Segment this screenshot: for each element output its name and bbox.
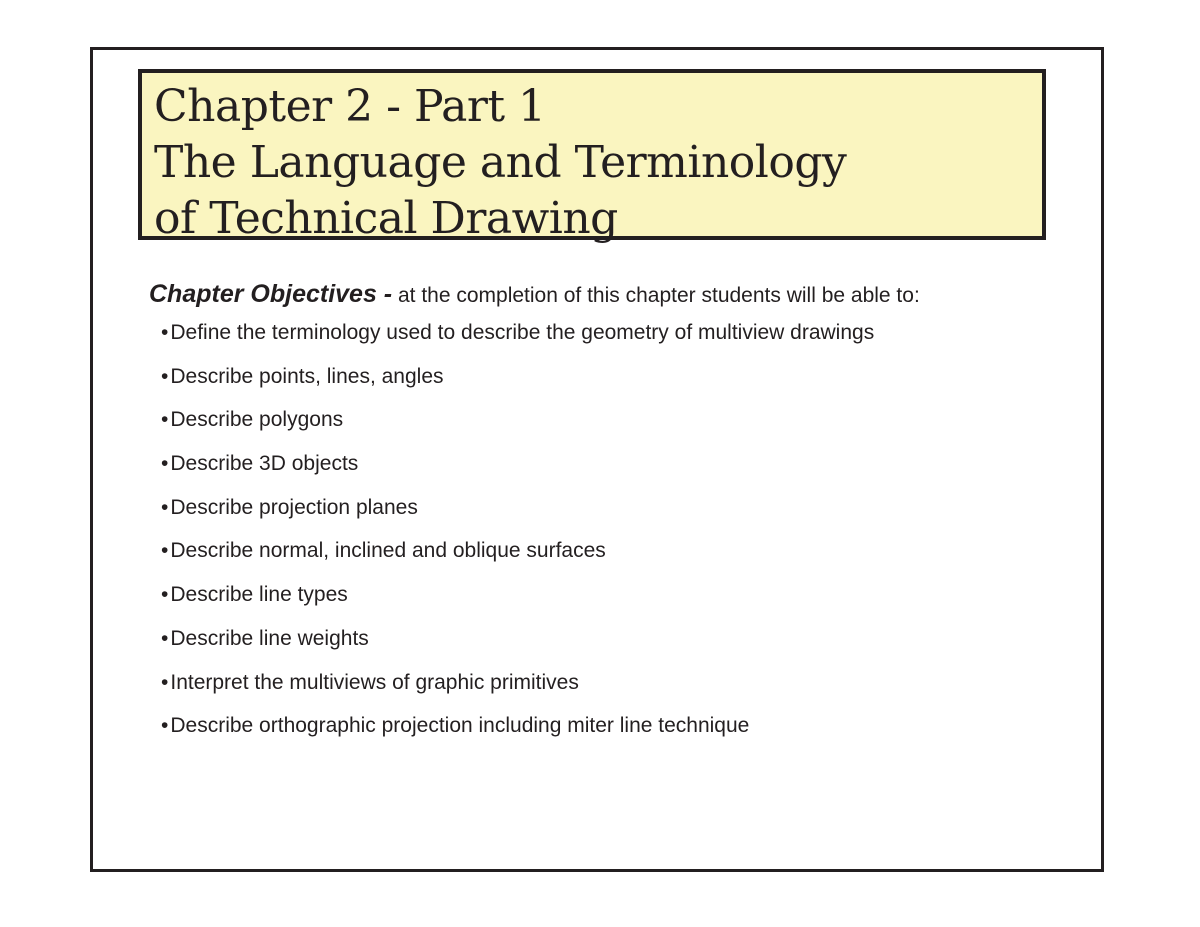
list-item-text: Describe line types <box>170 583 348 607</box>
list-item <box>161 365 1081 389</box>
list-item <box>161 671 1081 695</box>
list-item <box>161 539 1081 563</box>
list-item <box>161 321 1081 345</box>
list-item-text: Define the terminology used to describe the geometry of multiview drawings <box>170 321 875 344</box>
list-item <box>161 627 1081 651</box>
list-item-text: Describe normal, inclined and oblique surfaces <box>170 539 606 563</box>
bullet-icon: • <box>161 452 169 476</box>
list-item-text: Describe points, lines, angles <box>170 364 444 388</box>
bullet-icon: • <box>161 321 169 344</box>
bullet-icon: • <box>161 539 169 563</box>
slide-frame <box>90 47 1104 872</box>
list-item-text: Describe line weights <box>170 626 369 650</box>
bullet-icon: • <box>161 495 169 519</box>
list-item <box>161 452 1081 476</box>
list-item-text: Describe polygons <box>170 408 344 432</box>
list-item <box>161 496 1081 520</box>
objectives-intro: at the completion of this chapter students will be able to: <box>392 284 920 307</box>
bullet-icon: • <box>161 364 169 388</box>
list-item-text: Describe orthographic projection including miter line technique <box>170 714 750 738</box>
list-item-text: Describe projection planes <box>170 495 418 519</box>
bullet-icon: • <box>161 626 169 650</box>
list-item <box>161 408 1081 432</box>
list-item <box>161 714 1081 738</box>
title-line-3: of Technical Drawing <box>154 193 618 244</box>
bullet-icon: • <box>161 714 169 738</box>
title-line-1: Chapter 2 - Part 1 <box>154 81 546 132</box>
list-item-text: Describe 3D objects <box>170 452 359 476</box>
list-item-text: Interpret the multiviews of graphic primitives <box>170 670 579 694</box>
objectives-section <box>149 280 1081 758</box>
bullet-icon: • <box>161 408 169 432</box>
title-box <box>138 69 1046 244</box>
objectives-heading <box>149 280 1081 309</box>
bullet-icon: • <box>161 670 169 694</box>
bullet-icon: • <box>161 583 169 607</box>
objectives-list <box>161 321 1081 738</box>
objectives-heading-label: Chapter Objectives - <box>149 280 393 308</box>
title-line-2: The Language and Terminology <box>154 137 847 188</box>
list-item <box>161 583 1081 607</box>
